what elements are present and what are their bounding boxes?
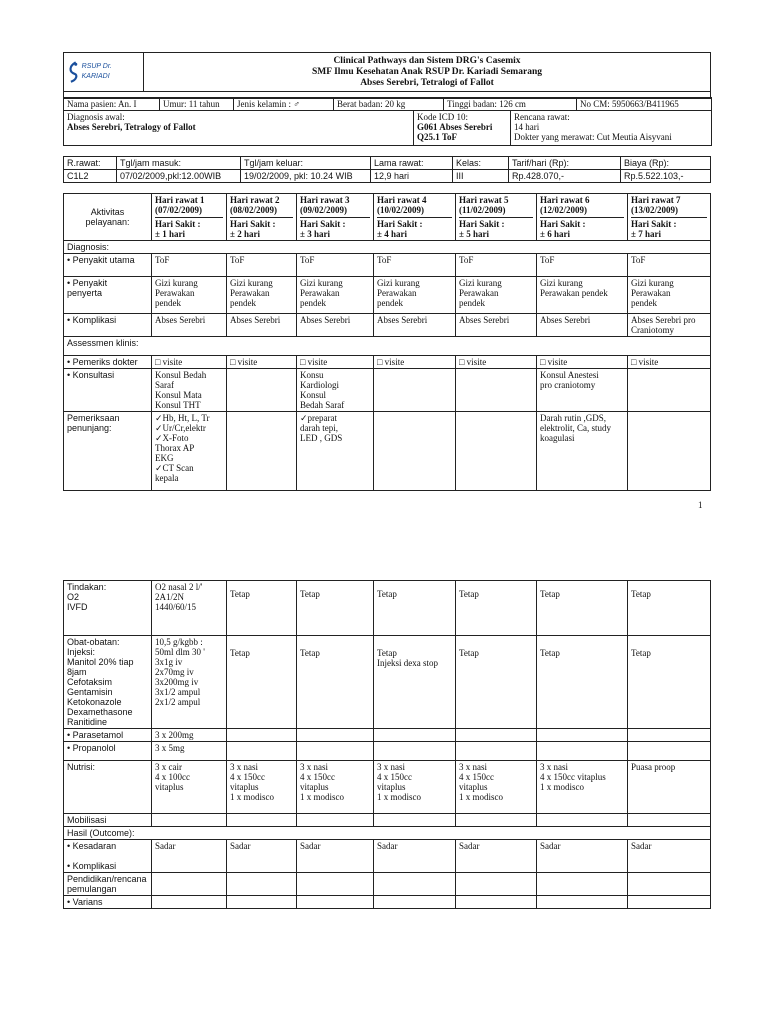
consultation-row-cell: Konsu Kardiologi Konsul Bedah Saraf [297, 369, 374, 412]
consciousness-row-cell: Sadar [628, 840, 711, 873]
patient-weight: Berat badan: 20 kg [334, 98, 444, 111]
day-sick-value: ± 2 hari [230, 229, 260, 239]
medication-row-cell: 10,5 g/kgbb : 50ml dlm 30 ' 3x1g iv 2x70mg iv 3x200mg iv 3x1/2 ampul 2x1/2 ampul [152, 636, 227, 729]
mobilization-row-cell [628, 814, 711, 827]
patient-info-table [63, 97, 712, 146]
complication-row-cell: Abses Serebri [152, 314, 227, 337]
consciousness-row-label: • Kesadaran • Komplikasi [64, 840, 152, 873]
comorbidity-row-cell: Gizi kurang Perawakan pendek [152, 277, 227, 314]
form-title [144, 53, 711, 92]
activity-label: Aktivitas pelayanan: [64, 194, 152, 241]
complication-row [64, 314, 711, 337]
procedure-row [64, 581, 711, 636]
admission-value: 19/02/2009, pkl: 10.24 WIB [241, 170, 371, 183]
comorbidity-row-cell: Gizi kurang Perawakan pendek [537, 277, 628, 314]
pathway-body-page-1 [64, 194, 711, 491]
logo-cell [64, 53, 144, 92]
admission-value: C1L2 [64, 170, 117, 183]
paracetamol-row-cell [374, 729, 456, 742]
nutrition-row-cell: 3 x nasi 4 x 150cc vitaplus 1 x modisco [227, 761, 297, 814]
procedure-row-cell: Tetap [456, 581, 537, 636]
consciousness-row-cell: Sadar [374, 840, 456, 873]
icd-code-2: Q25.1 ToF [417, 132, 458, 142]
day-sick-label: Hari Sakit : [459, 217, 533, 229]
icd-code-1: G061 Abses Serebri [417, 122, 493, 132]
icd-label: Kode ICD 10: [417, 112, 468, 122]
complication-row-cell: Abses Serebri [537, 314, 628, 337]
doctor-visit-row [64, 356, 711, 369]
supporting-exam-row [64, 412, 711, 491]
mobilization-row-cell [227, 814, 297, 827]
patient-age: Umur: 11 tahun [160, 98, 234, 111]
day-title: Hari rawat 6 [540, 195, 590, 205]
care-plan-value: 14 hari [514, 122, 540, 132]
admission-label: R.rawat: [64, 157, 117, 170]
primary-disease-row-cell: ToF [297, 254, 374, 277]
admission-label: Tgl/jam masuk: [117, 157, 241, 170]
procedure-row-label: Tindakan: O2 IVFD [64, 581, 152, 636]
consciousness-row-cell: Sadar [152, 840, 227, 873]
doctor-visit-row-label: • Pemeriks dokter [64, 356, 152, 369]
consultation-row-label: • Konsultasi [64, 369, 152, 412]
header-table [63, 52, 711, 99]
nutrition-row-cell: 3 x nasi 4 x 150cc vitaplus 1 x modisco [456, 761, 537, 814]
admission-value: Rp.428.070,- [509, 170, 621, 183]
day-header-cell [456, 194, 537, 241]
day-date: (09/02/2009) [300, 205, 347, 215]
primary-disease-row-cell: ToF [456, 254, 537, 277]
medication-row-cell: Tetap [297, 636, 374, 729]
day-title: Hari rawat 1 [155, 195, 205, 205]
supporting-exam-row-cell [456, 412, 537, 491]
supporting-exam-row-cell [227, 412, 297, 491]
day-sick-value: ± 4 hari [377, 229, 407, 239]
consciousness-row-cell: Sadar [456, 840, 537, 873]
day-title: Hari rawat 2 [230, 195, 280, 205]
admission-value: Rp.5.522.103,- [621, 170, 711, 183]
comorbidity-row-cell: Gizi kurang Perawakan pendek [628, 277, 711, 314]
discharge-plan-row [64, 873, 711, 896]
doctor-visit-row-cell: □ visite [456, 356, 537, 369]
day-date: (08/02/2009) [230, 205, 277, 215]
paracetamol-row-cell [537, 729, 628, 742]
discharge-plan-row-cell [374, 873, 456, 896]
medication-row-cell: Tetap Injeksi dexa stop [374, 636, 456, 729]
mobilization-row-cell [152, 814, 227, 827]
variance-row-cell [297, 896, 374, 909]
title-line-3: Abses Serebri, Tetralogi of Fallot [360, 77, 494, 88]
diagnosis-section-row [64, 241, 711, 254]
nutrition-row-label: Nutrisi: [64, 761, 152, 814]
day-header-cell [297, 194, 374, 241]
outcome-section-row [64, 827, 711, 840]
supporting-exam-row-cell: Darah rutin ,GDS, elektrolit, Ca, study koagulasi [537, 412, 628, 491]
discharge-plan-row-label: Pendidikan/rencana pemulangan [64, 873, 152, 896]
doctor-visit-row-cell: □ visite [227, 356, 297, 369]
day-sick-label: Hari Sakit : [377, 217, 452, 229]
complication-row-label: • Komplikasi [64, 314, 152, 337]
procedure-row-cell: Tetap [537, 581, 628, 636]
propanolol-row-label: • Propanolol [64, 742, 152, 761]
admission-label: Lama rawat: [371, 157, 453, 170]
admission-label: Kelas: [453, 157, 509, 170]
doctor-visit-row-cell: □ visite [297, 356, 374, 369]
consciousness-row-cell: Sadar [537, 840, 628, 873]
consultation-row-cell: Konsul Bedah Saraf Konsul Mata Konsul THT [152, 369, 227, 412]
discharge-plan-row-cell [227, 873, 297, 896]
consciousness-row-cell: Sadar [227, 840, 297, 873]
medication-row-cell: Tetap [628, 636, 711, 729]
complication-row-cell: Abses Serebri [374, 314, 456, 337]
day-header-cell [374, 194, 456, 241]
procedure-row-cell: Tetap [374, 581, 456, 636]
variance-row [64, 896, 711, 909]
comorbidity-row [64, 277, 711, 314]
primary-disease-row-cell: ToF [227, 254, 297, 277]
paracetamol-row-cell [297, 729, 374, 742]
day-title: Hari rawat 5 [459, 195, 509, 205]
pathway-table-page-2 [63, 580, 711, 909]
consultation-row [64, 369, 711, 412]
propanolol-row-cell [374, 742, 456, 761]
propanolol-row-cell [628, 742, 711, 761]
day-sick-label: Hari Sakit : [155, 217, 223, 229]
primary-disease-row-cell: ToF [374, 254, 456, 277]
consultation-row-cell [227, 369, 297, 412]
propanolol-row-cell [297, 742, 374, 761]
variance-row-cell [227, 896, 297, 909]
consultation-row-cell [374, 369, 456, 412]
initial-diagnosis [64, 111, 414, 146]
variance-row-cell [456, 896, 537, 909]
assessment-section-row [64, 337, 711, 356]
propanolol-row-cell: 3 x 5mg [152, 742, 227, 761]
diagnosis-label: Diagnosis: [64, 241, 711, 254]
discharge-plan-row-cell [456, 873, 537, 896]
patient-height: Tinggi badan: 126 cm [444, 98, 577, 111]
title-line-2: SMF Ilmu Kesehatan Anak RSUP Dr. Kariadi Semarang [312, 66, 542, 77]
day-title: Hari rawat 7 [631, 195, 681, 205]
pathway-table-page-1 [63, 193, 711, 491]
day-sick-value: ± 5 hari [459, 229, 489, 239]
propanolol-row-cell [227, 742, 297, 761]
comorbidity-row-cell: Gizi kurang Perawakan pendek [227, 277, 297, 314]
day-date: (07/02/2009) [155, 205, 202, 215]
day-header-cell [628, 194, 711, 241]
initial-diagnosis-value: Abses Serebri, Tetralogy of Fallot [67, 122, 196, 132]
discharge-plan-row-cell [152, 873, 227, 896]
admission-label: Tarif/hari (Rp): [509, 157, 621, 170]
consultation-row-cell: Konsul Anestesi pro craniotomy [537, 369, 628, 412]
supporting-exam-row-cell [374, 412, 456, 491]
day-sick-value: ± 7 hari [631, 229, 661, 239]
patient-name: Nama pasien: An. I [64, 98, 160, 111]
medication-row-cell: Tetap [456, 636, 537, 729]
icd-code [414, 111, 511, 146]
day-date: (10/02/2009) [377, 205, 424, 215]
assessment-label: Assessmen klinis: [64, 337, 711, 356]
day-title: Hari rawat 3 [300, 195, 350, 205]
paracetamol-row-cell [628, 729, 711, 742]
complication-row-cell: Abses Serebri [456, 314, 537, 337]
day-sick-value: ± 1 hari [155, 229, 185, 239]
variance-row-label: • Varians [64, 896, 152, 909]
day-date: (12/02/2009) [540, 205, 587, 215]
admission-value: 12,9 hari [371, 170, 453, 183]
initial-diagnosis-label: Diagnosis awal: [67, 112, 125, 122]
day-sick-value: ± 6 hari [540, 229, 570, 239]
paracetamol-row-cell: 3 x 200mg [152, 729, 227, 742]
nutrition-row-cell: 3 x nasi 4 x 150cc vitaplus 1 x modisco [297, 761, 374, 814]
hospital-logo-icon [67, 61, 79, 83]
consciousness-row-cell: Sadar [297, 840, 374, 873]
consciousness-row [64, 840, 711, 873]
mobilization-row-cell [456, 814, 537, 827]
variance-row-cell [628, 896, 711, 909]
day-date: (11/02/2009) [459, 205, 506, 215]
admission-value: 07/02/2009,pkl:12.00WIB [117, 170, 241, 183]
mobilization-row-cell [374, 814, 456, 827]
comorbidity-row-label: • Penyakit penyerta [64, 277, 152, 314]
discharge-plan-row-cell [537, 873, 628, 896]
complication-row-cell: Abses Serebri [227, 314, 297, 337]
patient-sex: Jenis kelamin : ♂ [234, 98, 334, 111]
title-line-1: Clinical Pathways dan Sistem DRG's Casemix [333, 55, 521, 66]
complication-row-cell: Abses Serebri [297, 314, 374, 337]
nutrition-row-cell: 3 x nasi 4 x 150cc vitaplus 1 x modisco [374, 761, 456, 814]
variance-row-cell [374, 896, 456, 909]
admission-label: Tgl/jam keluar: [241, 157, 371, 170]
complication-row-cell: Abses Serebri pro Craniotomy [628, 314, 711, 337]
day-sick-label: Hari Sakit : [631, 217, 707, 229]
supporting-exam-row-cell [628, 412, 711, 491]
day-sick-value: ± 3 hari [300, 229, 330, 239]
supporting-exam-row-cell: ✓Hb, Ht, L, Tr ✓Ur/Cr,elektr ✓X-Foto Thorax AP EKG ✓CT Scan kepala [152, 412, 227, 491]
primary-disease-row-cell: ToF [537, 254, 628, 277]
procedure-row-cell: O2 nasal 2 l/' 2A1/2N 1440/60/15 [152, 581, 227, 636]
doctor-visit-row-cell: □ visite [537, 356, 628, 369]
propanolol-row [64, 742, 711, 761]
variance-row-cell [152, 896, 227, 909]
day-sick-label: Hari Sakit : [230, 217, 293, 229]
admission-label: Biaya (Rp): [621, 157, 711, 170]
admission-value: III [453, 170, 509, 183]
mobilization-row-label: Mobilisasi [64, 814, 152, 827]
nutrition-row-cell: 3 x nasi 4 x 150cc vitaplus 1 x modisco [537, 761, 628, 814]
day-date: (13/02/2009) [631, 205, 678, 215]
primary-disease-row-cell: ToF [152, 254, 227, 277]
patient-cm-number: No CM: 5950663/B411965 [577, 98, 712, 111]
primary-disease-row-cell: ToF [628, 254, 711, 277]
admission-table [63, 156, 711, 183]
day-sick-label: Hari Sakit : [300, 217, 370, 229]
consultation-row-cell [456, 369, 537, 412]
care-plan-label: Rencana rawat: [514, 112, 570, 122]
discharge-plan-row-cell [297, 873, 374, 896]
medication-row-cell: Tetap [537, 636, 628, 729]
discharge-plan-row-cell [628, 873, 711, 896]
care-plan [511, 111, 712, 146]
propanolol-row-cell [537, 742, 628, 761]
day-sick-label: Hari Sakit : [540, 217, 624, 229]
primary-disease-row [64, 254, 711, 277]
day-header-cell [537, 194, 628, 241]
paracetamol-row-label: • Parasetamol [64, 729, 152, 742]
nutrition-row [64, 761, 711, 814]
day-header-cell [152, 194, 227, 241]
nutrition-row-cell: 3 x cair 4 x 100cc vitaplus [152, 761, 227, 814]
procedure-row-cell: Tetap [628, 581, 711, 636]
nutrition-row-cell: Puasa proop [628, 761, 711, 814]
procedure-row-cell: Tetap [227, 581, 297, 636]
comorbidity-row-cell: Gizi kurang Perawakan pendek [456, 277, 537, 314]
paracetamol-row-cell [227, 729, 297, 742]
pathway-body-page-2 [64, 581, 711, 909]
doctor-visit-row-cell: □ visite [628, 356, 711, 369]
medication-row-cell: Tetap [227, 636, 297, 729]
day-header-row [64, 194, 711, 241]
comorbidity-row-cell: Gizi kurang Perawakan pendek [374, 277, 456, 314]
medication-row-label: Obat-obatan: Injeksi: Manitol 20% tiap 8jam Cefotaksim Gentamisin Ketokonazole Dexamethasone Ranitidine [64, 636, 152, 729]
mobilization-row [64, 814, 711, 827]
day-header-cell [227, 194, 297, 241]
outcome-section-row-label: Hasil (Outcome): [64, 827, 711, 840]
supporting-exam-row-cell: ✓preparat darah tepi, LED , GDS [297, 412, 374, 491]
mobilization-row-cell [537, 814, 628, 827]
consultation-row-cell [628, 369, 711, 412]
medication-row [64, 636, 711, 729]
procedure-row-cell: Tetap [297, 581, 374, 636]
attending-doctor: Dokter yang merawat: Cut Meutia Aisyvani [514, 132, 672, 142]
doctor-visit-row-cell: □ visite [374, 356, 456, 369]
page-number: 1 [698, 500, 703, 510]
comorbidity-row-cell: Gizi kurang Perawakan pendek [297, 277, 374, 314]
paracetamol-row-cell [456, 729, 537, 742]
primary-disease-row-label: • Penyakit utama [64, 254, 152, 277]
mobilization-row-cell [297, 814, 374, 827]
variance-row-cell [537, 896, 628, 909]
supporting-exam-row-label: Pemeriksaan penunjang: [64, 412, 152, 491]
day-title: Hari rawat 4 [377, 195, 427, 205]
paracetamol-row [64, 729, 711, 742]
doctor-visit-row-cell: □ visite [152, 356, 227, 369]
logo-text: RSUP Dr. KARIADI [81, 63, 112, 80]
propanolol-row-cell [456, 742, 537, 761]
